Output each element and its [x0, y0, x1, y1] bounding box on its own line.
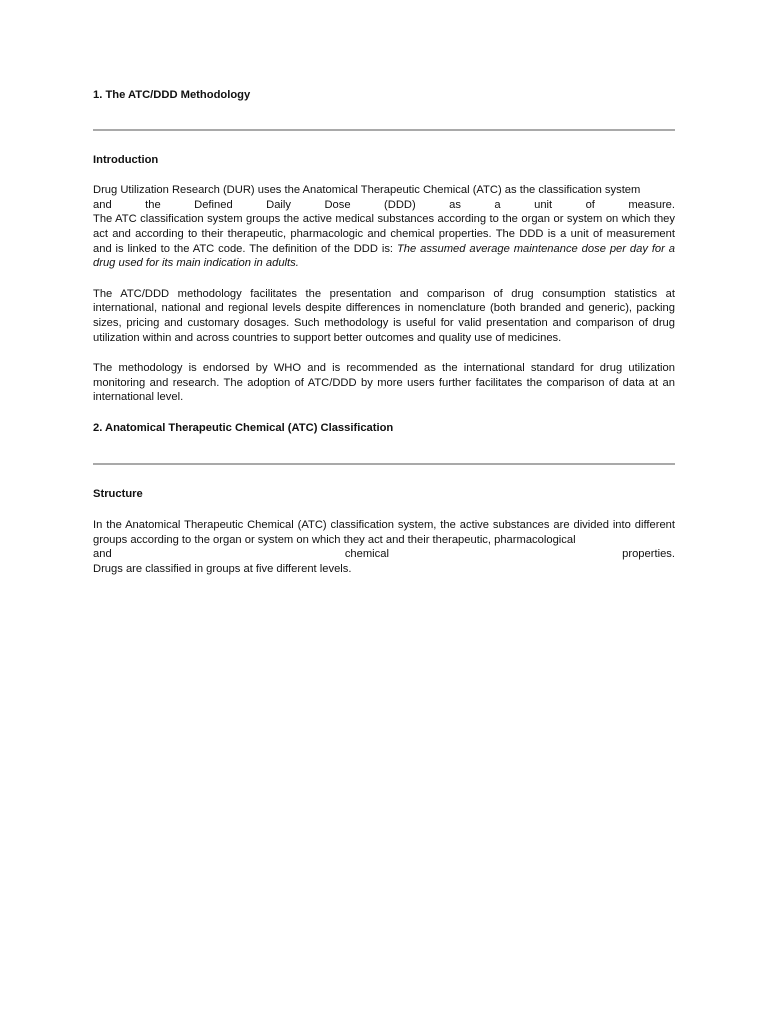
- intro-body: [93, 212, 675, 270]
- who-endorsement-paragraph: The methodology is endorsed by WHO and is recommended as the international standard for drug utilization monitoring and research. The adoption of ATC/DDD by more users further facilitates the comparison of data at an international level.: [93, 362, 675, 404]
- section-1-divider: [93, 129, 675, 131]
- structure-line-1: In the Anatomical Therapeutic Chemical (ATC) classification system, the active substances are divided into different groups according to the organ or system on which they act and their therapeutic, pharmacological: [93, 519, 675, 546]
- section-1-title: 1. The ATC/DDD Methodology: [93, 89, 251, 101]
- intro-line-1: Drug Utilization Research (DUR) uses the Anatomical Therapeutic Chemical (ATC) as the classification system: [93, 184, 641, 197]
- structure-line-3: Drugs are classified in groups at five different levels.: [93, 562, 352, 575]
- structure-heading: Structure: [93, 487, 143, 500]
- section-2-divider: [93, 463, 675, 465]
- document-page: [93, 88, 675, 576]
- methodology-paragraph: The ATC/DDD methodology facilitates the presentation and comparison of drug consumption statistics at international, national and regional levels despite differences in nomenclature (both branded and generic), packing sizes, pricing and customary dosages. Such methodology is useful for valid presentation and comparison of drug utilization within and across countries to support better outcomes and quality use of medicines.: [93, 287, 675, 344]
- intro-body-text: The ATC classification system groups the active medical substances according to the organ or system on which they act and according to their therapeutic, pharmacologic and chemical properties. The DDD is a unit of measurement and is linked to the ATC code. The definition of the DDD is:: [93, 213, 675, 255]
- ddd-definition: The assumed average maintenance dose per day for a drug used for its main indication in adults.: [93, 242, 675, 270]
- structure-paragraph: [93, 518, 675, 576]
- structure-line-2: and chemical properties.: [93, 548, 675, 561]
- section-2-title: 2. Anatomical Therapeutic Chemical (ATC) Classification: [93, 421, 394, 434]
- introduction-heading: Introduction: [93, 153, 159, 166]
- intro-line-2: and the Defined Daily Dose (DDD) as a unit of measure.: [93, 198, 675, 211]
- introduction-paragraph: [93, 183, 675, 271]
